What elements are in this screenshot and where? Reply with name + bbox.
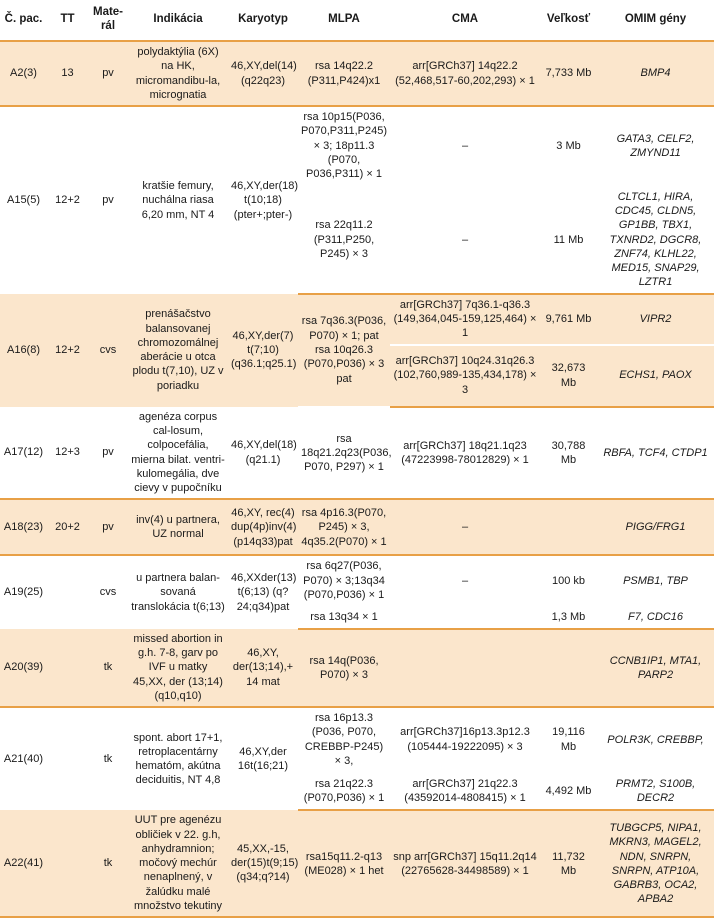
patient-id-cell: A17(12) bbox=[0, 407, 47, 500]
karyotype-cell: 46,XY,del(18) (q21.1) bbox=[228, 407, 298, 500]
cma-cell bbox=[390, 606, 540, 628]
table-row bbox=[0, 707, 714, 772]
size-cell: 3 Mb bbox=[540, 106, 597, 185]
patient-id-cell: A16(8) bbox=[0, 294, 47, 407]
cma-cell: arr[GRCh37] 10q24.31q26.3 (102,760,989-135,434,178) × 3 bbox=[390, 345, 540, 407]
tt-cell: 12+3 bbox=[47, 407, 88, 500]
table-row bbox=[0, 499, 714, 555]
header-tt: TT bbox=[47, 0, 88, 41]
size-cell bbox=[540, 499, 597, 555]
omim-genes-cell: GATA3, CELF2, ZMYND11 bbox=[597, 106, 714, 185]
omim-genes-cell: PIGG/FRG1 bbox=[597, 499, 714, 555]
omim-genes-cell: CCNB1IP1, MTA1, PARP2 bbox=[597, 629, 714, 707]
header-omim-genes: OMIM gény bbox=[597, 0, 714, 41]
material-cell: pv bbox=[88, 407, 128, 500]
omim-genes-cell: POLR3K, CREBBP, bbox=[597, 707, 714, 772]
indication-cell: missed abortion in g.h. 7-8, garv po IVF u matky 45,XX, der (13;14)(q10,q10) bbox=[128, 629, 228, 707]
mlpa-cell: rsa 4p16.3(P070, P245) × 3, 4q35.2(P070) × 1 bbox=[298, 499, 390, 555]
table-row bbox=[0, 810, 714, 917]
patient-id-cell: A2(3) bbox=[0, 41, 47, 106]
header-material: Mate- rál bbox=[88, 0, 128, 41]
header-size: Veľkosť bbox=[540, 0, 597, 41]
patient-id-cell: A19(25) bbox=[0, 555, 47, 628]
cma-cell bbox=[390, 629, 540, 707]
table-row bbox=[0, 294, 714, 345]
cma-cell: – bbox=[390, 106, 540, 185]
omim-genes-cell: VIPR2 bbox=[597, 294, 714, 345]
table-header-row bbox=[0, 0, 714, 41]
size-cell: 9,761 Mb bbox=[540, 294, 597, 345]
header-mlpa: MLPA bbox=[298, 0, 390, 41]
indication-cell: agenéza corpus cal-losum, colpocefália, mierna bilat. ventri-kulomegália, dve cievy v pupočníku bbox=[128, 407, 228, 500]
mlpa-cell: rsa 18q21.2q23(P036, P070, P297) × 1 bbox=[298, 407, 390, 500]
omim-genes-cell: BMP4 bbox=[597, 41, 714, 106]
omim-genes-cell: F7, CDC16 bbox=[597, 606, 714, 628]
table-row bbox=[0, 629, 714, 707]
patient-id-cell: A22(41) bbox=[0, 810, 47, 917]
mlpa-cell: rsa 7q36.3(P036, P070) × 1; pat rsa 10q26.3 (P070,P036) × 3 pat bbox=[298, 294, 390, 407]
material-cell: pv bbox=[88, 106, 128, 294]
omim-genes-cell: CLTCL1, HIRA, CDC45, CLDN5, GP1BB, TBX1, TXNRD2, DGCR8, ZNF74, KLHL22, MED15, SNAP29, LZTR1 bbox=[597, 186, 714, 294]
header-patient-no: Č. pac. bbox=[0, 0, 47, 41]
cma-cell: arr[GRCh37] 18q21.1q23 (47223998-78012829) × 1 bbox=[390, 407, 540, 500]
size-cell: 32,673 Mb bbox=[540, 345, 597, 407]
table-row bbox=[0, 41, 714, 106]
size-cell: 19,116 Mb bbox=[540, 707, 597, 772]
omim-genes-cell: TUBGCP5, NIPA1, MKRN3, MAGEL2, NDN, SNRPN, SNRPN, ATP10A, GABRB3, OCA2, APBA2 bbox=[597, 810, 714, 917]
size-cell bbox=[540, 629, 597, 707]
cma-cell: – bbox=[390, 186, 540, 294]
tt-cell bbox=[47, 810, 88, 917]
material-cell: tk bbox=[88, 810, 128, 917]
karyotype-cell: 46,XY,der(18) t(10;18) (pter+;pter-) bbox=[228, 106, 298, 294]
cma-cell: – bbox=[390, 499, 540, 555]
cma-cell: arr[GRCh37] 14q22.2 (52,468,517-60,202,293) × 1 bbox=[390, 41, 540, 106]
header-karyotype: Karyotyp bbox=[228, 0, 298, 41]
mlpa-cell: rsa 13q34 × 1 bbox=[298, 606, 390, 628]
karyotype-cell: 46,XXder(13) t(6;13) (q?24;q34)pat bbox=[228, 555, 298, 628]
karyotype-cell: 46,XY, der(13;14),+ 14 mat bbox=[228, 629, 298, 707]
indication-cell: UUT pre agenézu obličiek v 22. g.h, anhydramnion; močový mechúr nenaplnený, v žalúdku malé množstvo tekutiny bbox=[128, 810, 228, 917]
material-cell: cvs bbox=[88, 294, 128, 407]
mlpa-cell: rsa 14q22.2 (P311,P424)x1 bbox=[298, 41, 390, 106]
karyotype-cell: 45,XX,-15, der(15)t(9;15) (q34;q?14) bbox=[228, 810, 298, 917]
size-cell: 4,492 Mb bbox=[540, 772, 597, 810]
omim-genes-cell: ECHS1, PAOX bbox=[597, 345, 714, 407]
cma-cell: arr[GRCh37] 7q36.1-q36.3 (149,364,045-159,125,464) × 1 bbox=[390, 294, 540, 345]
tt-cell: 12+2 bbox=[47, 106, 88, 294]
header-cma: CMA bbox=[390, 0, 540, 41]
omim-genes-cell: RBFA, TCF4, CTDP1 bbox=[597, 407, 714, 500]
patient-id-cell: A20(39) bbox=[0, 629, 47, 707]
karyotype-cell: 46,XY, rec(4) dup(4p)inv(4) (p14q33)pat bbox=[228, 499, 298, 555]
cma-cell: arr[GRCh37] 21q22.3 (43592014-4808415) × 1 bbox=[390, 772, 540, 810]
size-cell: 11 Mb bbox=[540, 186, 597, 294]
tt-cell bbox=[47, 629, 88, 707]
size-cell: 7,733 Mb bbox=[540, 41, 597, 106]
mlpa-cell: rsa 21q22.3 (P070,P036) × 1 bbox=[298, 772, 390, 810]
material-cell: cvs bbox=[88, 555, 128, 628]
indication-cell: prenášačstvo balansovanej chromozomálnej aberácie u otca plodu t(7,10), UZ v poriadku bbox=[128, 294, 228, 407]
tt-cell bbox=[47, 707, 88, 810]
material-cell: tk bbox=[88, 629, 128, 707]
tt-cell: 12+2 bbox=[47, 294, 88, 407]
tt-cell: 13 bbox=[47, 41, 88, 106]
size-cell: 100 kb bbox=[540, 555, 597, 606]
size-cell: 1,3 Mb bbox=[540, 606, 597, 628]
patient-id-cell: A15(5) bbox=[0, 106, 47, 294]
cma-cell: – bbox=[390, 555, 540, 606]
karyotype-cell: 46,XY,del(14) (q22q23) bbox=[228, 41, 298, 106]
mlpa-cell: rsa 10p15(P036, P070,P311,P245) × 3; 18p11.3 (P070, P036,P311) × 1 bbox=[298, 106, 390, 185]
mlpa-cell: rsa15q11.2-q13 (ME028) × 1 het bbox=[298, 810, 390, 917]
omim-genes-cell: PRMT2, S100B, DECR2 bbox=[597, 772, 714, 810]
mlpa-cell: rsa 14q(P036, P070) × 3 bbox=[298, 629, 390, 707]
size-cell: 11,732 Mb bbox=[540, 810, 597, 917]
karyotype-cell: 46,XY,der 16t(16;21) bbox=[228, 707, 298, 810]
indication-cell: spont. abort 17+1, retroplacentárny hematóm, akútna deciduitis, NT 4,8 bbox=[128, 707, 228, 810]
indication-cell: polydaktýlia (6X) na HK, micromandibu-la, micrognatia bbox=[128, 41, 228, 106]
header-indication: Indikácia bbox=[128, 0, 228, 41]
omim-genes-cell: PSMB1, TBP bbox=[597, 555, 714, 606]
material-cell: pv bbox=[88, 41, 128, 106]
mlpa-cell: rsa 22q11.2 (P311,P250, P245) × 3 bbox=[298, 186, 390, 294]
mlpa-cell: rsa 6q27(P036, P070) × 3;13q34 (P070,P036) × 1 bbox=[298, 555, 390, 606]
table-row bbox=[0, 407, 714, 500]
indication-cell: inv(4) u partnera, UZ normal bbox=[128, 499, 228, 555]
table-body bbox=[0, 41, 714, 917]
indication-cell: u partnera balan-sovaná translokácia t(6;13) bbox=[128, 555, 228, 628]
table-row bbox=[0, 555, 714, 606]
indication-cell: kratšie femury, nuchálna riasa 6,20 mm, NT 4 bbox=[128, 106, 228, 294]
material-cell: tk bbox=[88, 707, 128, 810]
table-row bbox=[0, 106, 714, 185]
patient-id-cell: A21(40) bbox=[0, 707, 47, 810]
mlpa-cell: rsa 16p13.3 (P036, P070, CREBBP-P245) × 3, bbox=[298, 707, 390, 772]
cma-cell: arr[GRCh37]16p13.3p12.3 (105444-19222095) × 3 bbox=[390, 707, 540, 772]
tt-cell bbox=[47, 555, 88, 628]
size-cell: 30,788 Mb bbox=[540, 407, 597, 500]
karyotype-cell: 46,XY,der(7) t(7;10) (q36.1;q25.1) bbox=[228, 294, 298, 407]
tt-cell: 20+2 bbox=[47, 499, 88, 555]
material-cell: pv bbox=[88, 499, 128, 555]
cma-cell: snp arr[GRCh37] 15q11.2q14 (22765628-34498589) × 1 bbox=[390, 810, 540, 917]
patient-id-cell: A18(23) bbox=[0, 499, 47, 555]
